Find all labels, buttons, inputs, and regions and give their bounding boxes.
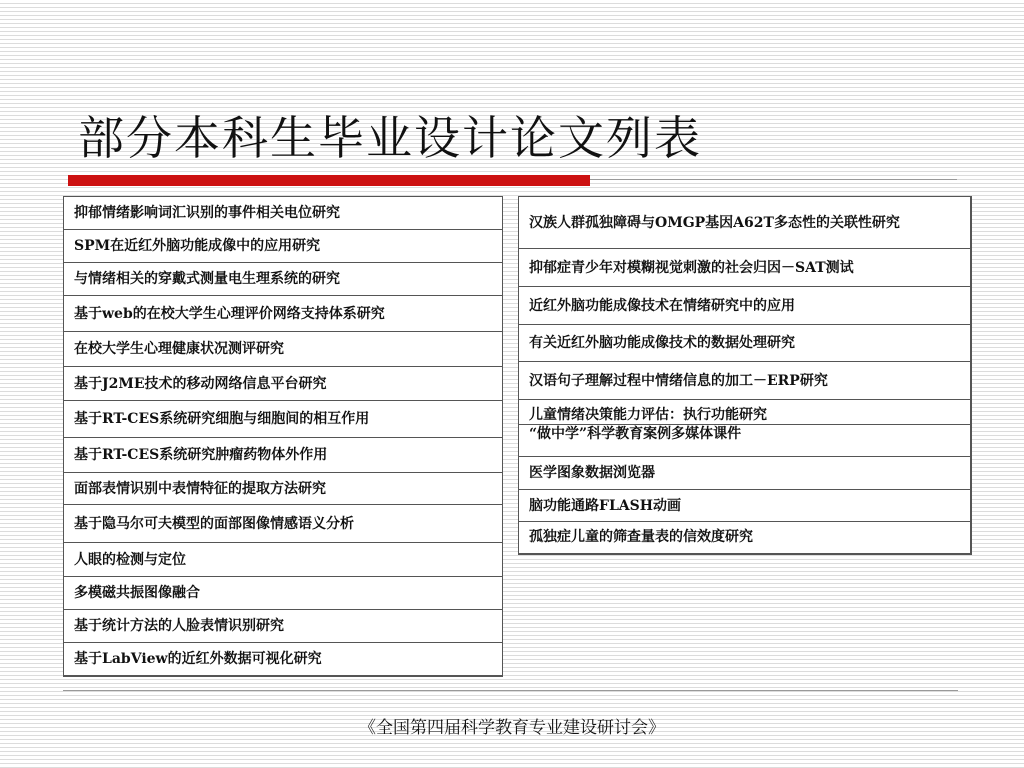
table-cell: 基于隐马尔可夫模型的面部图像情感语义分析 [64,505,503,543]
table-cell: 人眼的检测与定位 [64,543,503,577]
table-cell: 基于LabView的近红外数据可视化研究 [64,643,503,676]
title-underline-red [68,175,590,186]
table-cell: 脑功能通路FLASH动画 [519,490,972,522]
left-thesis-table [63,196,503,677]
table-cell: 面部表情识别中表情特征的提取方法研究 [64,473,503,505]
slide-footer: 《全国第四届科学教育专业建设研讨会》 [359,718,665,738]
title-underline-gray [590,179,957,180]
table-cell: 在校大学生心理健康状况测评研究 [64,332,503,367]
right-thesis-table-top [518,196,972,426]
table-cell: 汉语句子理解过程中情绪信息的加工－ERP研究 [519,362,972,400]
table-cell: 基于RT-CES系统研究细胞与细胞间的相互作用 [64,401,503,438]
table-cell: 儿童情绪决策能力评估：执行功能研究 [519,400,972,425]
table-cell: 抑郁情绪影响词汇识别的事件相关电位研究 [64,197,503,230]
right-thesis-table-bottom [518,424,972,555]
table-cell: 有关近红外脑功能成像技术的数据处理研究 [519,325,972,362]
table-cell: 多模磁共振图像融合 [64,577,503,610]
table-cell: 抑郁症青少年对模糊视觉刺激的社会归因－SAT测试 [519,249,972,287]
table-cell: 汉族人群孤独障碍与OMGP基因A62T多态性的关联性研究 [519,197,972,249]
table-cell: 基于统计方法的人脸表情识别研究 [64,610,503,643]
table-cell: SPM在近红外脑功能成像中的应用研究 [64,230,503,263]
table-cell: 近红外脑功能成像技术在情绪研究中的应用 [519,287,972,325]
table-cell: 基于web的在校大学生心理评价网络支持体系研究 [64,296,503,332]
slide-title: 部分本科生毕业设计论文列表 [78,111,702,165]
table-cell: 孤独症儿童的筛查量表的信效度研究 [519,522,972,554]
table-cell: 基于RT-CES系统研究肿瘤药物体外作用 [64,438,503,473]
table-cell: 基于J2ME技术的移动网络信息平台研究 [64,367,503,401]
footer-divider [63,690,958,691]
table-cell: 与情绪相关的穿戴式测量电生理系统的研究 [64,263,503,296]
table-cell: 医学图象数据浏览器 [519,457,972,490]
table-cell: “做中学”科学教育案例多媒体课件 [519,425,972,457]
